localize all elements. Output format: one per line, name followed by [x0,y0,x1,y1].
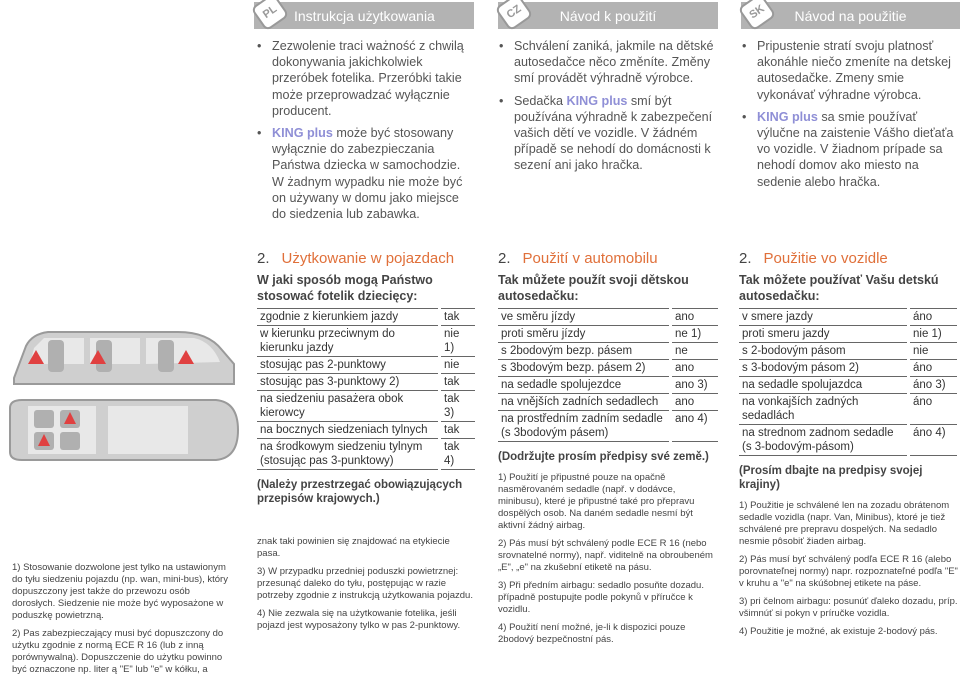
car-side-view [14,332,234,384]
header-title: Instrukcja użytkowania [294,8,435,24]
section-subtitle: W jaki sposób mogą Państwo stosować fotelik dziecięcy: [257,273,433,303]
table-row: na sedadle spolujezdce ano 3) [498,377,718,394]
cz-badge: CZ [495,0,534,31]
table-row: na vnějších zadních sedadlech ano [498,394,718,411]
cz-top-bullets [496,38,718,180]
footnote: 1) Použitie je schválené len na zozadu obrátenom sedadle vozidla (napr. Van, Minibus), ktoré je tiež schválené pre prepravu dospelých. Na sedadlo nesmie pôsobiť žiaden airbag. [739,500,950,547]
footnote: 3) W przypadku przedniej poduszki powietrznej: przesunąć daleko do tyłu, postępując w razie potrzeby zgodnie z instrukcją użytkowania pojazdu. [257,566,473,601]
list-item: • Pripustenie stratí svoju platnosť akonáhle niečo zmeníte na detskej autosedačke. Zmeny smie vykonávať výhradne výrobca. [739,38,957,103]
table-row: s 2-bodovým pásom nie [739,343,957,360]
footnotes [739,500,959,638]
pl-footnotes-left [12,562,234,682]
table-row: na środkowym siedzeniu tylnym (stosując pas 3-punktowy) tak 4) [257,439,475,470]
sk-top-bullets [739,38,957,196]
footnote: 2) Pas zabezpieczający musi być dopuszczony do użytku zgodnie z normą ECE R 16 (lub z inną porównywalną). Dopuszczenie do użytku powinno być oznaczone np. liter ą "E" lub "e" w kółku, a [12,628,224,675]
table-row: s 2bodovým bezp. pásem ne [498,343,718,360]
table-row: na prostředním zadním sedadle (s 3bodovým pásem) ano 4) [498,411,718,442]
pl-section [257,250,475,638]
note: (Należy przestrzegać obowiązujących przepisów krajowych.) [257,479,463,505]
header-title: Návod k použití [559,8,657,24]
table-row: na strednom zadnom sedadle (s 3-bodovým-pásom) áno 4) [739,425,957,456]
footnote: 1) Použití je připustné pouze na opačně nasměrovaném sedadle (např. v dodávce, minibusu), které je připustné také pro přepravu dospělých osob. Na daném sedadle nesmí být aktivní žádný airbag. [498,472,695,531]
table-row: na bocznych siedzeniach tylnych tak [257,422,475,439]
table-row: s 3-bodovým pásom 2) áno [739,360,957,377]
footnote: 1) Stosowanie dozwolone jest tylko na ustawionym do tyłu siedzeniu pojazdu (np. wan, mini-bus), który dopuszczony jest także do przewozu osób dorosłych. Siedzenie nie może być wyposażone w poduszkę powietrzną. [12,562,228,621]
footnote: 4) Použití není možné, je-li k dispozici pouze 2bodový bezpečnostní pás. [498,622,686,645]
section-subtitle: Tak můžete použít svoji dětskou autosedačku: [498,273,689,303]
car-seat-diagram [8,318,240,468]
list-item: • Schválení zaniká, jakmile na dětské autosedačce něco změníte. Změny smí provádět výhradně výrobce. [496,38,718,87]
list-item: • KING plus sa smie používať výlučne na zaistenie Vášho dieťaťa vo vozidle. V žiadnom prípade sa nehodí domov ako miesto na sedenie alebo hračka. [739,109,957,190]
note: (Dodržujte prosím předpisy své země.) [498,451,709,463]
header-cz [498,2,718,29]
usage-table [257,308,475,470]
table-row: s 3bodovým bezp. pásem 2) ano [498,360,718,377]
list-item: • Sedačka KING plus smí být používána výhradně k zabezpečení vašich dětí ve vozidle. V žádném případě se nehodí do domácnosti k sezení ani jako hračka. [496,93,718,174]
sk-badge: SK [738,0,777,31]
cz-section [498,250,720,652]
table-row: ve směru jízdy ano [498,309,718,326]
header-sk [741,2,960,29]
section-title: 2. Použitie vo vozidle [739,250,888,267]
table-row: stosując pas 3-punktowy 2) tak [257,374,475,391]
footnote: 2) Pás musí byť schválený podľa ECE R 16 (alebo porovnateľnej normy) napr. rozpoznateľné podľa "E" v kruhu a "e" na skúšobnej etikete na páse. [739,554,958,589]
table-row: zgodnie z kierunkiem jazdy tak [257,309,475,326]
footnote: znak taki powinien się znajdować na etykiecie pasa. [257,536,450,559]
footnote: 4) Nie zezwala się na użytkowanie fotelika, jeśli pojazd jest wyposażony tylko w pas 2-punktowy. [257,608,461,631]
pl-top-bullets [254,38,469,228]
header-pl [254,2,474,29]
header-title: Návod na použitie [794,8,907,24]
car-top-view [10,400,238,460]
table-row: stosując pas 2-punktowy nie [257,357,475,374]
table-row: na siedzeniu pasażera obok kierowcy tak 3) [257,391,475,422]
footnote: 3) Při předním airbagu: sedadlo posuňte dozadu. případně postupujte podle pokynů v příručce k vozidlu. [498,580,704,615]
note: (Prosím dbajte na predpisy svojej krajiny) [739,465,923,491]
usage-table [498,308,718,442]
footnote: 2) Pás musí být schválený podle ECE R 16 (nebo srovnatelné normy), např. viditelně na obroubeném „E", „e" na zkušební etiketě na pásu. [498,538,713,573]
table-row: w kierunku przeciwnym do kierunku jazdy nie 1) [257,326,475,357]
pl-badge: PL [251,0,290,31]
footnotes [257,536,475,632]
section-title: 2. Použití v automobilu [498,250,658,267]
section-title: 2. Użytkowanie w pojazdach [257,250,455,267]
section-subtitle: Tak môžete používať Vašu detskú autosedačku: [739,273,939,303]
table-row: na sedadle spolujazdca áno 3) [739,377,957,394]
footnotes [498,472,720,646]
list-item: • Zezwolenie traci ważność z chwilą dokonywania jakichkolwiek przeróbek fotelika. Przeróbki takie może przeprowadzać wyłącznie producent. [254,38,469,119]
table-row: proti smeru jazdy nie 1) [739,326,957,343]
footnote: 4) Použitie je možné, ak existuje 2-bodový pás. [739,626,938,637]
list-item: • KING plus może być stosowany wyłącznie do zabezpieczania Państwa dziecka w samochodzie. W żadnym wypadku nie może być on używany w domu jako miejsce do siedzenia lub zabawka. [254,125,469,222]
usage-table [739,308,957,456]
footnote: 3) pri čelnom airbagu: posunúť ďaleko dozadu, príp. všimnúť si pokyn v príručke vozidla. [739,596,958,619]
table-row: v smere jazdy áno [739,309,957,326]
sk-section [739,250,959,644]
table-row: proti směru jízdy ne 1) [498,326,718,343]
table-row: na vonkajších zadných sedadlách áno [739,394,957,425]
